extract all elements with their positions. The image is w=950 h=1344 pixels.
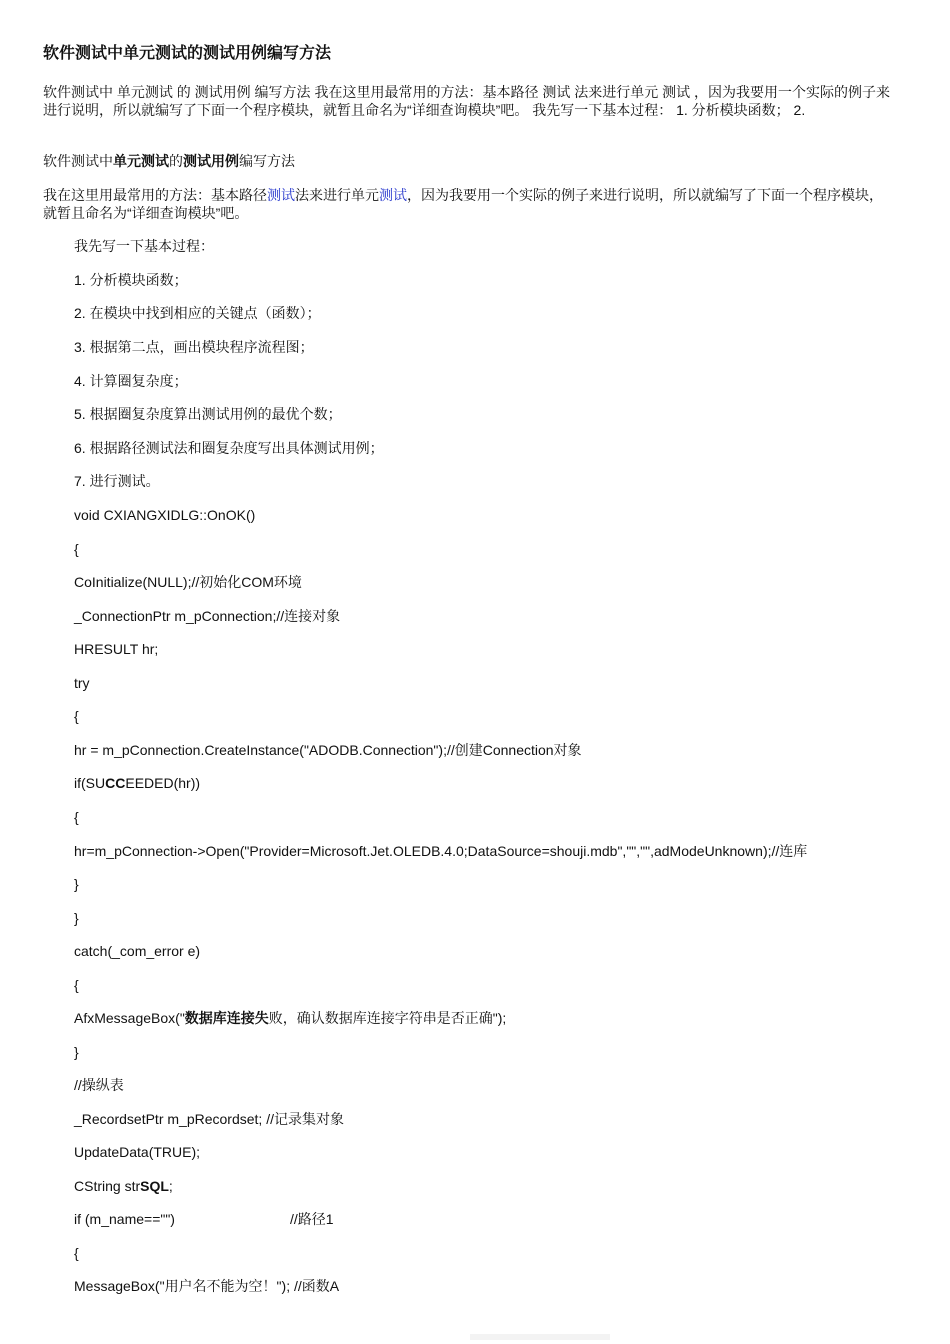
- code-brace-close: }: [74, 876, 79, 892]
- code-if-succeeded: [74, 773, 200, 793]
- code-message-box: MessageBox("用户名不能为空！"); //函数A: [74, 1278, 340, 1294]
- code-afx-part-1: AfxMessageBox(": [74, 1010, 185, 1026]
- code-connection-ptr: _ConnectionPtr m_pConnection;//连接对象: [74, 608, 341, 624]
- code-path-comment: //路径1: [290, 1211, 334, 1227]
- code-brace-open: {: [74, 541, 79, 557]
- step-1: 1. 分析模块函数；: [74, 272, 188, 288]
- code-brace-open: {: [74, 708, 79, 724]
- code-cstring-part-1: CString str: [74, 1178, 141, 1194]
- code-if-name-empty: if (m_name==""): [74, 1211, 175, 1227]
- code-if-part-3: EEDED(hr)): [125, 775, 201, 791]
- code-coinitialize: CoInitialize(NULL);//初始化COM环境: [74, 574, 302, 590]
- code-update-data: UpdateData(TRUE);: [74, 1144, 201, 1160]
- code-if-part-1: if(SU: [74, 775, 106, 791]
- code-afx-part-2: 数据库: [184, 1010, 227, 1026]
- step-5: 5. 根据圈复杂度算出测试用例的最优个数；: [74, 406, 342, 422]
- code-afx-part-5: 败，确认数据库连接字符串是否正确");: [268, 1010, 507, 1026]
- subtitle-text-2: 的: [169, 153, 183, 169]
- process-intro: 我先写一下基本过程：: [74, 238, 214, 254]
- subtitle-bold-1: 单元测试: [113, 153, 169, 169]
- page-footer-mark: [470, 1334, 610, 1340]
- code-hresult: HRESULT hr;: [74, 641, 159, 657]
- step-7: 7. 进行测试。: [74, 473, 160, 489]
- code-if-part-2: CC: [105, 775, 126, 791]
- section-subtitle: [43, 151, 295, 171]
- intro-text-2: 法来进行单元: [295, 187, 379, 203]
- code-afx-part-3: 连接: [226, 1010, 255, 1026]
- code-brace-close: }: [74, 1044, 79, 1060]
- code-cstring-part-3: ;: [168, 1178, 173, 1194]
- code-brace-open: {: [74, 1245, 79, 1261]
- intro-paragraph: [43, 187, 893, 222]
- code-brace-open: {: [74, 977, 79, 993]
- intro-text-1: 我在这里用最常用的方法：基本路径: [43, 187, 267, 203]
- summary-paragraph: 软件测试中 单元测试 的 测试用例 编写方法 我在这里用最常用的方法：基本路径 测试 法来进行单元 测试 ，因为我要用一个实际的例子来进行说明，所以就编写了下面一个程序模块，就暂且命名为“详细查询模块”吧。 我先写一下基本过程： 1. 分析模块函数； 2.: [43, 84, 891, 118]
- code-brace-close: }: [74, 910, 79, 926]
- subtitle-bold-2: 测试用例: [183, 153, 239, 169]
- code-open-connection: hr=m_pConnection->Open("Provider=Microsoft.Jet.OLEDB.4.0;DataSource=shouji.mdb","","",adModeUnknown);//连库: [74, 843, 808, 859]
- step-3: 3. 根据第二点，画出模块程序流程图；: [74, 339, 314, 355]
- subtitle-text-1: 软件测试中: [43, 153, 113, 169]
- step-6: 6. 根据路径测试法和圈复杂度写出具体测试用例；: [74, 440, 384, 456]
- code-brace-open: {: [74, 809, 79, 825]
- code-afx-message-box: [74, 1008, 506, 1028]
- code-func-signature: void CXIANGXIDLG::OnOK(): [74, 507, 256, 523]
- document-title: 软件测试中单元测试的测试用例编写方法: [43, 45, 332, 62]
- code-cstring-sql: [74, 1176, 173, 1196]
- code-afx-part-4: 失: [254, 1010, 269, 1026]
- code-create-instance: hr = m_pConnection.CreateInstance("ADODB.Connection");//创建Connection对象: [74, 742, 582, 758]
- intro-text-3: ，因为我要用一个实际的例子来进行说明，所以就编写了下面一个程序模块，就暂且命名为“详细查询模块”吧。: [43, 187, 883, 221]
- code-catch: catch(_com_error e): [74, 943, 201, 959]
- code-recordset-ptr: _RecordsetPtr m_pRecordset; //记录集对象: [74, 1111, 344, 1127]
- code-try: try: [74, 675, 90, 691]
- code-comment-table: //操纵表: [74, 1077, 124, 1093]
- subtitle-text-3: 编写方法: [239, 153, 295, 169]
- intro-link-test-1[interactable]: 测试: [267, 187, 295, 203]
- step-2: 2. 在模块中找到相应的关键点（函数）；: [74, 305, 321, 321]
- step-4: 4. 计算圈复杂度；: [74, 373, 188, 389]
- code-cstring-part-2: SQL: [140, 1178, 169, 1194]
- intro-link-test-2[interactable]: 测试: [379, 187, 407, 203]
